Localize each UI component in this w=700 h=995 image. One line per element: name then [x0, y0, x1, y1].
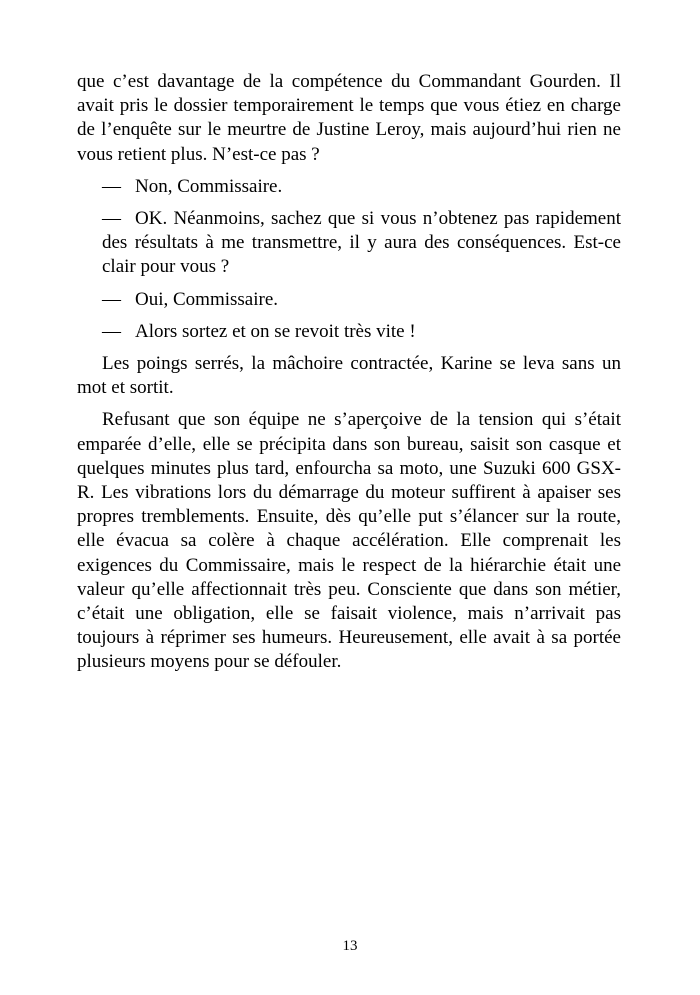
dialogue-text: Oui, Commissaire. — [135, 288, 279, 310]
dialogue-line — [77, 175, 621, 199]
dialogue-dash: — — [102, 320, 121, 342]
dialogue-dash: — — [102, 175, 121, 197]
dialogue-line — [77, 288, 621, 312]
dialogue-text: Alors sortez et on se revoit très vite ! — [135, 320, 416, 342]
narrative-paragraph: Les poings serrés, la mâchoire contractée, Karine se leva sans un mot et sortit. — [77, 353, 621, 399]
dialogue-line — [77, 207, 621, 280]
paragraph-continuation: que c’est davantage de la compétence du Commandant Gourden. Il avait pris le dossier temporairement le temps que vous étiez en charge de l’enquête sur le meurtre de Justine Leroy, mais aujourd’hui rien ne vous retient plus. N’est-ce pas ? — [77, 71, 621, 165]
narrative-paragraph: Refusant que son équipe ne s’aperçoive de la tension qui s’était emparée d’elle, elle se précipita dans son bureau, saisit son casque et quelques minutes plus tard, enfourcha sa moto, une Suzuki 600 GSX-R. Les vibrations lors du démarrage du moteur suffirent à apaiser ses propres tremblements. Ensuite, dès qu’elle put s’élancer sur la route, elle évacua sa colère à chaque accélération. Elle comprenait les exigences du Commissaire, mais le respect de la hiérarchie était une valeur qu’elle affectionnait très peu. Consciente que dans son métier, c’était une obligation, elle se faisait violence, mais n’arrivait pas toujours à réprimer ses humeurs. Heureusement, elle avait à sa portée plusieurs moyens pour se défouler. — [77, 409, 621, 673]
dialogue-line — [77, 320, 621, 344]
dialogue-dash: — — [102, 208, 121, 230]
dialogue-dash: — — [102, 288, 121, 310]
body-text — [77, 70, 621, 683]
dialogue-text: OK. Néanmoins, sachez que si vous n’obtenez pas rapidement des résultats à me transmettre, il y aura des conséquences. Est-ce clair pour vous ? — [102, 208, 621, 278]
dialogue-text: Non, Commissaire. — [135, 175, 283, 197]
page-number: 13 — [342, 938, 358, 954]
